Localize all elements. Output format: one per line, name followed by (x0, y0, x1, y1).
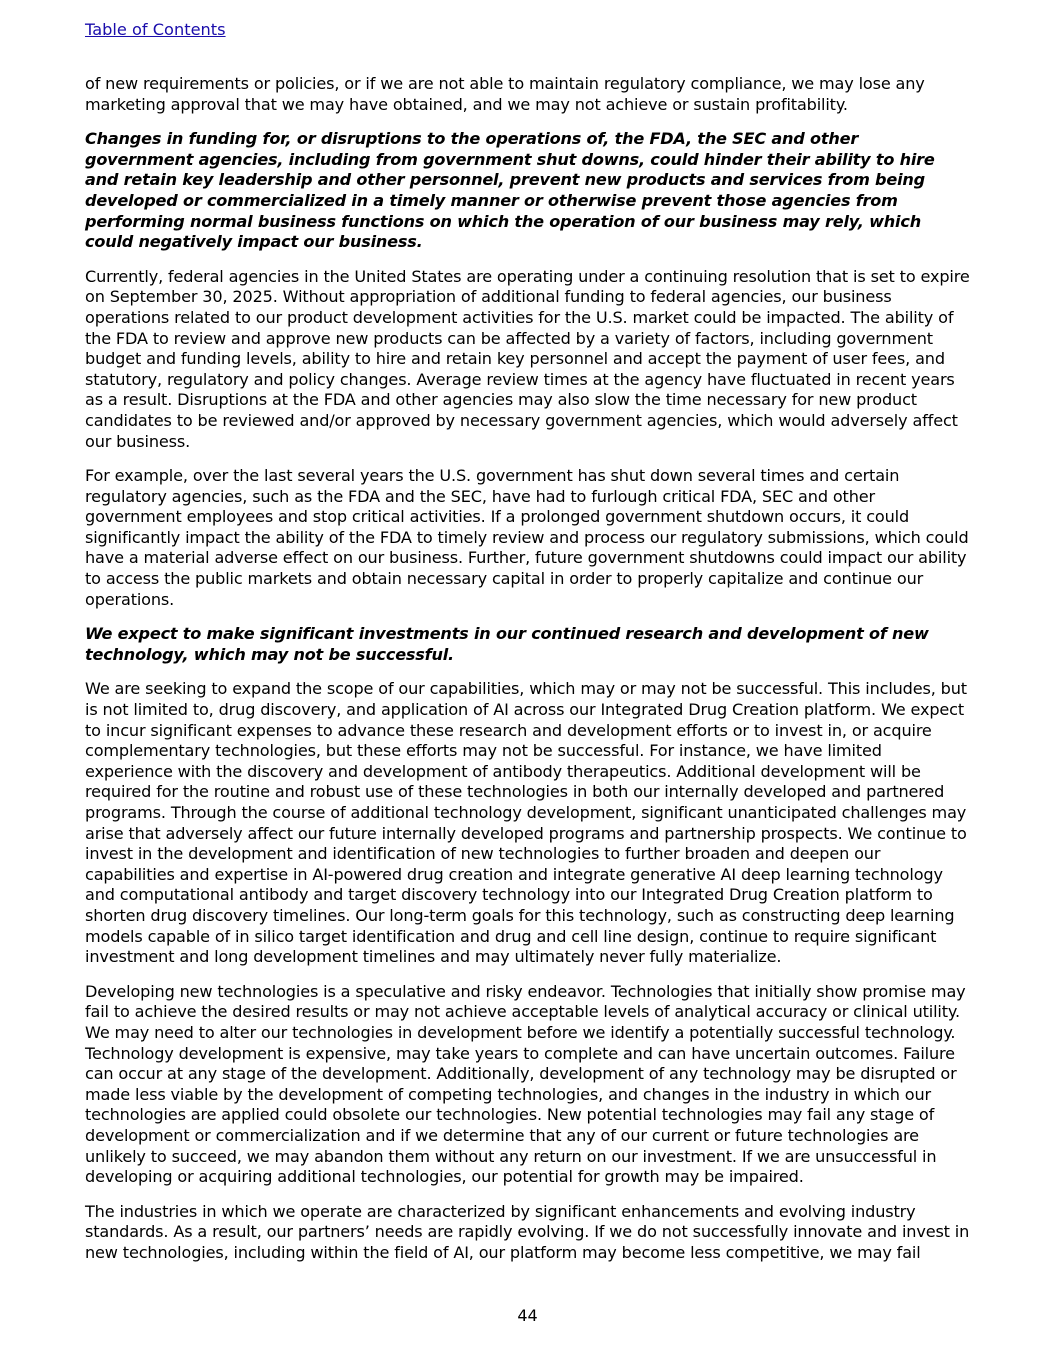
paragraph-regulatory-compliance: of new requirements or policies, or if we are not able to maintain regulatory compliance, we may lose any marketing approval that we may have obtained, and we may not achieve or sustain profitability. (85, 74, 925, 114)
risk-heading-government-funding: Changes in funding for, or disruptions to the operations of, the FDA, the SEC and other government agencies, including from government shut downs, could hinder their ability to hire and retain key leadership and other personnel, prevent new products and services from being developed or commercialized in a timely manner or otherwise prevent those agencies from performing normal business functions on which the operation of our business may rely, which could negatively impact our business. (85, 129, 935, 252)
table-of-contents-link[interactable]: Table of Contents (85, 20, 226, 39)
page-number: 44 (517, 1306, 538, 1325)
risk-heading-research-development: We expect to make significant investments in our continued research and development of new technology, which may not be successful. (85, 624, 929, 664)
paragraph-new-technologies-risk: Developing new technologies is a speculative and risky endeavor. Technologies that initially show promise may fail to achieve the desired results or may not achieve acceptable levels of analytical accuracy or clinical utility. We may need to alter our technologies in development before we identify a potentially successful technology. Technology development is expensive, may take years to complete and can have uncertain outcomes. Failure can occur at any stage of the development. Additionally, development of any technology may be disrupted or made less viable by the development of competing technologies, and changes in the industry in which our technologies are applied could obsolete our technologies. New potential technologies may fail any stage of development or commercialization and if we determine that any of our current or future technologies are unlikely to succeed, we may abandon them without any return on our investment. If we are unsuccessful in developing or acquiring additional technologies, our potential for growth may be impaired. (85, 981, 966, 1187)
document-body (85, 74, 971, 1263)
paragraph-industry-standards: The industries in which we operate are characterized by significant enhancements and evolving industry standards. As a result, our partners’ needs are rapidly evolving. If we do not successfully innovate and invest in new technologies, including within the field of AI, our platform may become less competitive, we may fail (85, 1201, 970, 1262)
paragraph-expand-capabilities: We are seeking to expand the scope of our capabilities, which may or may not be successful. This includes, but is not limited to, drug discovery, and application of AI across our Integrated Drug Creation platform. We expect to incur significant expenses to advance these research and development efforts or to invest in, or acquire complementary technologies, but these efforts may not be successful. For instance, we have limited experience with the discovery and development of antibody therapeutics. Additional development will be required for the routine and robust use of these technologies in both our internally developed and partnered programs. Through the course of additional technology development, significant unanticipated challenges may arise that adversely affect our future internally developed programs and partnership prospects. We continue to invest in the development and identification of new technologies to further broaden and deepen our capabilities and expertise in AI-powered drug creation and integrate generative AI deep learning technology and computational antibody and target discovery technology into our Integrated Drug Creation platform to shorten drug discovery timelines. Our long-term goals for this technology, such as constructing deep learning models capable of in silico target identification and drug and cell line design, continue to require significant investment and long development timelines and may ultimately never fully materialize. (85, 679, 967, 967)
paragraph-government-shutdown: For example, over the last several years the U.S. government has shut down several times and certain regulatory agencies, such as the FDA and the SEC, have had to furlough critical FDA, SEC and other government employees and stop critical activities. If a prolonged government shutdown occurs, it could significantly impact the ability of the FDA to timely review and process our regulatory submissions, which could have a material adverse effect on our business. Further, future government shutdowns could impact our ability to access the public markets and obtain necessary capital in order to properly capitalize and continue our operations. (85, 466, 969, 609)
document-page (85, 18, 971, 1277)
paragraph-continuing-resolution: Currently, federal agencies in the United States are operating under a continuing resolution that is set to expire on September 30, 2025. Without appropriation of additional funding to federal agencies, our business operations related to our product development activities for the U.S. market could be impacted. The ability of the FDA to review and approve new products can be affected by a variety of factors, including government budget and funding levels, ability to hire and retain key personnel and accept the payment of user fees, and statutory, regulatory and policy changes. Average review times at the agency have fluctuated in recent years as a result. Disruptions at the FDA and other agencies may also slow the time necessary for new product candidates to be reviewed and/or approved by necessary government agencies, which would adversely affect our business. (85, 266, 970, 451)
